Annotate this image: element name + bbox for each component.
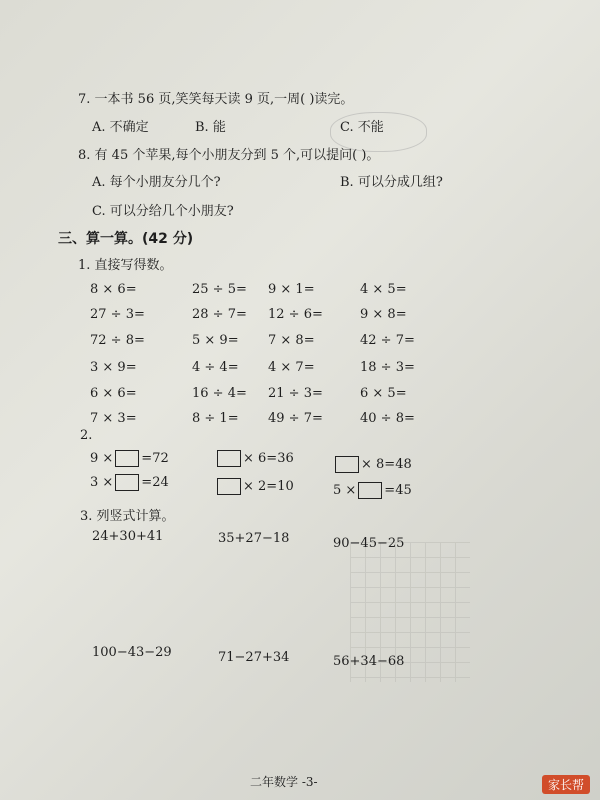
p1-problem: 6 × 6=	[90, 386, 137, 401]
p3-expr-5: 71−27+34	[218, 650, 290, 665]
p1-problem: 9 × 1=	[268, 282, 315, 297]
p3-expr-1: 24+30+41	[92, 529, 164, 544]
p1-problem: 4 ÷ 4=	[192, 360, 239, 375]
p3-expr-4: 100−43−29	[92, 645, 172, 660]
p2-item-1-blank[interactable]	[115, 450, 139, 467]
p2-item-6	[333, 482, 412, 499]
page-footer: 二年数学 -3-	[250, 775, 318, 789]
p2-item-2	[215, 450, 294, 467]
p1-problem: 12 ÷ 6=	[268, 307, 323, 322]
p2-item-2-blank[interactable]	[217, 450, 241, 467]
p1-problem: 18 ÷ 3=	[360, 360, 415, 375]
p1-problem: 7 × 8=	[268, 333, 315, 348]
p3-expr-6: 56+34−68	[333, 654, 405, 669]
p1-problem: 40 ÷ 8=	[360, 411, 415, 426]
p2-item-1-pre: 9 ×	[90, 451, 114, 466]
p3-title: 3. 列竖式计算。	[80, 509, 175, 524]
p2-item-6-pre: 5 ×	[333, 483, 357, 498]
p2-item-6-post: =45	[384, 483, 412, 498]
p1-problem: 3 × 9=	[90, 360, 137, 375]
q8-option-c: C. 可以分给几个小朋友?	[92, 204, 234, 219]
p2-item-4	[90, 474, 169, 491]
p1-problem: 7 × 3=	[90, 411, 137, 426]
p2-item-4-post: =24	[141, 475, 169, 490]
p1-problem: 27 ÷ 3=	[90, 307, 145, 322]
p1-title: 1. 直接写得数。	[78, 258, 173, 273]
p1-problem: 28 ÷ 7=	[192, 307, 247, 322]
p3-expr-3: 90−45−25	[333, 536, 405, 551]
p2-item-6-blank[interactable]	[358, 482, 382, 499]
q7-stem: 7. 一本书 56 页,笑笑每天读 9 页,一周( )读完。	[78, 92, 354, 107]
q7-option-a: A. 不确定	[92, 120, 149, 135]
p2-item-1-post: =72	[141, 451, 169, 466]
p2-item-3	[333, 456, 412, 473]
p1-problem: 49 ÷ 7=	[268, 411, 323, 426]
p1-problem: 6 × 5=	[360, 386, 407, 401]
p3-expr-2: 35+27−18	[218, 531, 290, 546]
p1-problem: 8 × 6=	[90, 282, 137, 297]
p2-item-5-blank[interactable]	[217, 478, 241, 495]
p1-problem: 5 × 9=	[192, 333, 239, 348]
p2-item-1	[90, 450, 169, 467]
watermark-logo: 家长帮	[542, 775, 590, 794]
p2-item-2-post: × 6=36	[243, 451, 294, 466]
q8-stem: 8. 有 45 个苹果,每个小朋友分到 5 个,可以提问( )。	[78, 148, 380, 163]
p2-item-5-post: × 2=10	[243, 479, 294, 494]
p2-item-5	[215, 478, 294, 495]
p1-problem: 9 × 8=	[360, 307, 407, 322]
p1-problem: 72 ÷ 8=	[90, 333, 145, 348]
p1-problem: 25 ÷ 5=	[192, 282, 247, 297]
p1-problem: 8 ÷ 1=	[192, 411, 239, 426]
p1-problem: 16 ÷ 4=	[192, 386, 247, 401]
q8-option-b: B. 可以分成几组?	[340, 175, 443, 190]
p1-problem: 4 × 7=	[268, 360, 315, 375]
p2-item-4-pre: 3 ×	[90, 475, 114, 490]
q7-option-b: B. 能	[195, 120, 226, 135]
p2-item-3-post: × 8=48	[361, 457, 412, 472]
p2-item-3-blank[interactable]	[335, 456, 359, 473]
q7-option-c: C. 不能	[340, 120, 384, 135]
p1-problem: 21 ÷ 3=	[268, 386, 323, 401]
q8-option-a: A. 每个小朋友分几个?	[92, 175, 221, 190]
p1-problem: 4 × 5=	[360, 282, 407, 297]
p1-problem: 42 ÷ 7=	[360, 333, 415, 348]
p2-title: 2.	[80, 428, 93, 443]
section3-title: 三、算一算。(42 分)	[58, 231, 194, 247]
p2-item-4-blank[interactable]	[115, 474, 139, 491]
